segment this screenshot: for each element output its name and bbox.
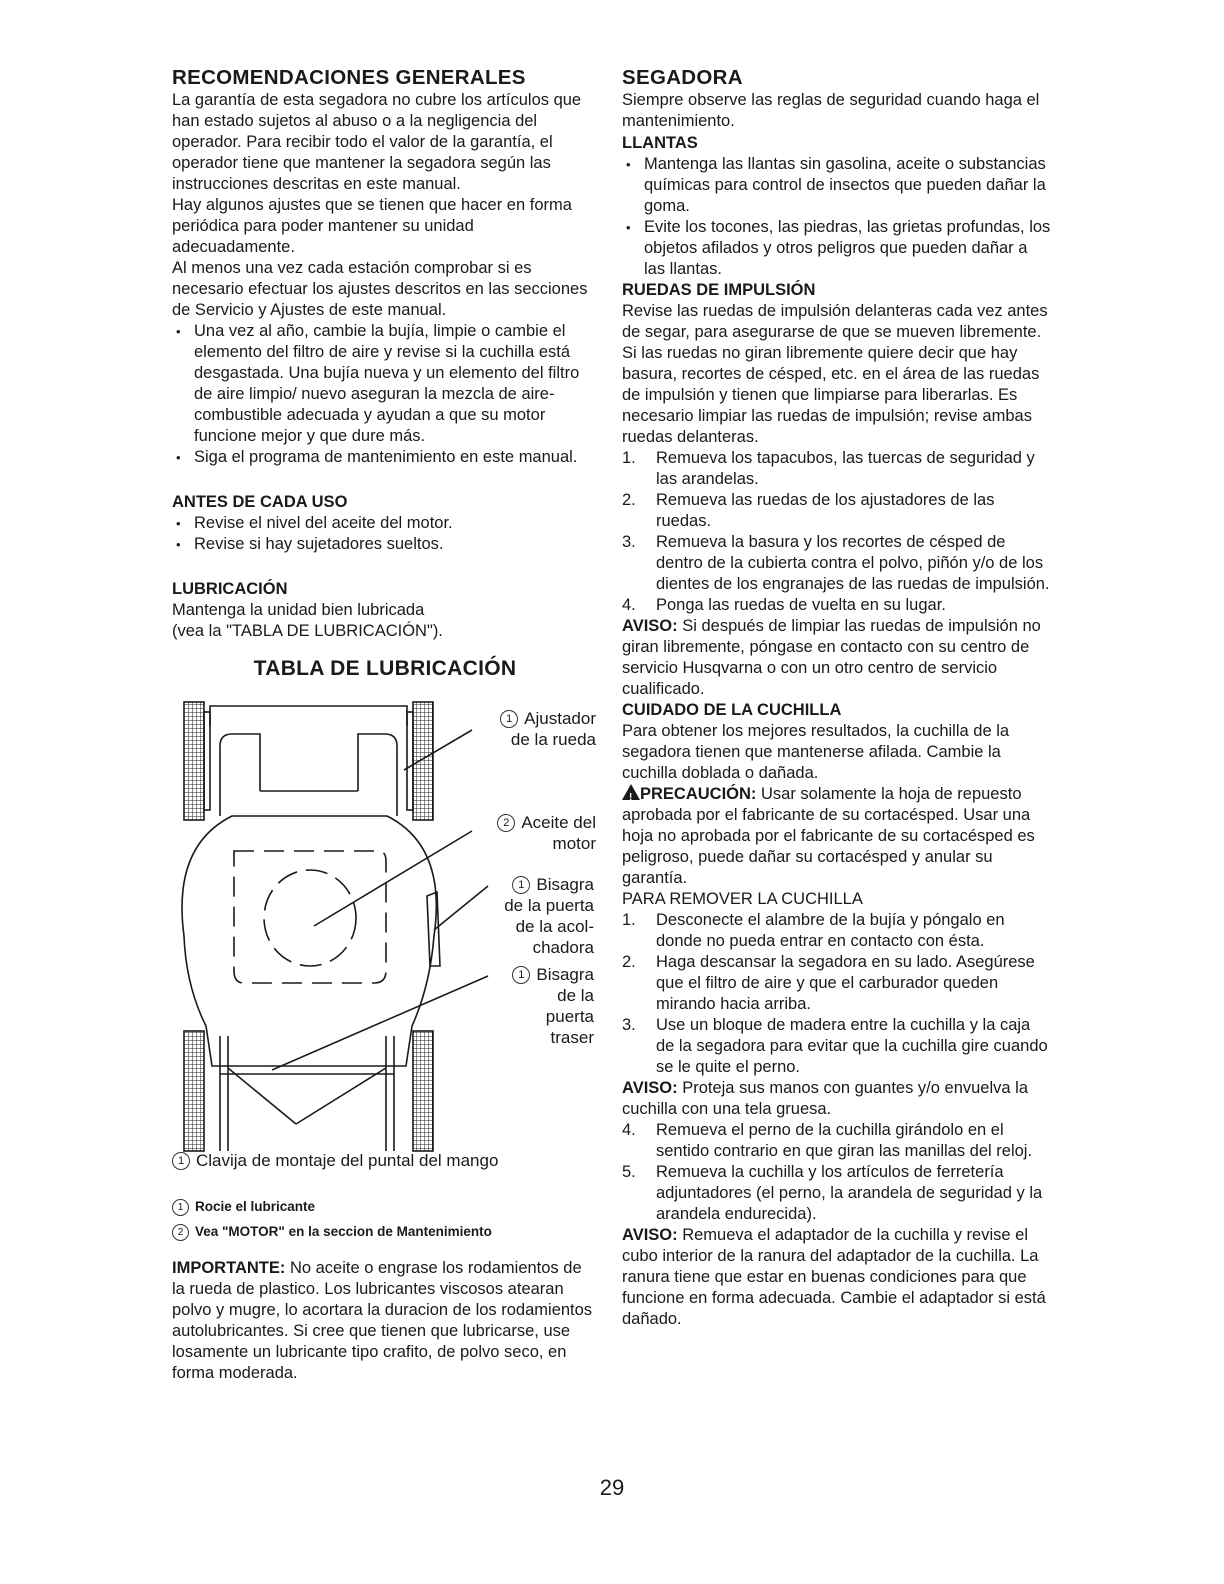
- note-spray: 1 Rocie el lubricante: [172, 1194, 598, 1219]
- list-item: • Revise si hay sujetadores sueltos.: [172, 534, 598, 555]
- list-item: • Siga el programa de mantenimiento en este manual.: [172, 447, 598, 468]
- list-item: 4. Ponga las ruedas de vuelta en su lugar.: [622, 596, 946, 614]
- before-use-bullets: [172, 513, 598, 555]
- note-engine: 2 Vea "MOTOR" en la seccion de Mantenimiento: [172, 1219, 598, 1244]
- drive-wheels-title: RUEDAS DE IMPULSIÓN: [622, 281, 816, 299]
- list-item: 2. Haga descansar la segadora en su lado. Asegúrese que el filtro de aire y que el carburador queden mirando hacia arriba.: [622, 953, 1035, 1013]
- list-item: • Una vez al año, cambie la bujía, limpie o cambie el elemento del filtro de aire y revise si la cuchilla está desgastada. Una bujía nueva y un elemento del filtro de aire limpio/ nuevo aseguran la mezcla de aire-combustible adecuada y ayudan a que su motor funcione mejor y que dure más.: [172, 321, 598, 447]
- blade-p1: Para obtener los mejores resultados, la cuchilla de la segadora tienen que mantenerse afilada. Cambie la cuchilla doblada o dañada.: [622, 722, 1010, 782]
- list-item: 1. Remueva los tapacubos, las tuercas de seguridad y las arandelas.: [622, 449, 1035, 488]
- chart-title: TABLA DE LUBRICACIÓN: [253, 657, 517, 680]
- list-item: • Evite los tocones, las piedras, las grietas profundas, los objetos afilados y otros peligros que pueden dañar a las llantas.: [622, 217, 1052, 280]
- remove-steps-b: [622, 1120, 1052, 1225]
- list-item: 3. Use un bloque de madera entre la cuchilla y la caja de la segadora para evitar que la cuchilla gire cuando se le quite el perno.: [622, 1016, 1048, 1076]
- important-paragraph: IMPORTANTE: No aceite o engrase los rodamientos de la rueda de plastico. Los lubricantes viscosos atearan polvo y mugre, lo acortara la duracion de los rodamientos autolubricantes. Si cree que tienen que lubricarse, use losamente un lubricante tipo crafito, de polvo seco, en forma moderada.: [172, 1259, 593, 1382]
- label-handle-pin: 1 Clavija de montaje del puntal del mango: [172, 1150, 598, 1171]
- blade-notice-1: AVISO: Proteja sus manos con guantes y/o envuelva la cuchilla con una tela gruesa.: [622, 1079, 1029, 1118]
- before-use-title: ANTES DE CADA USO: [172, 493, 348, 511]
- page-number: 29: [599, 1475, 625, 1500]
- chart-notes: [172, 1194, 598, 1244]
- list-item: 5. Remueva la cuchilla y los artículos de ferretería adjuntadores (el perno, la arandela de seguridad y la arandela endurecida).: [622, 1163, 1043, 1223]
- tires-title: LLANTAS: [622, 134, 698, 152]
- label-rear-hinge: 1 Bisagra de la puerta traser: [468, 964, 594, 1048]
- list-item: 2. Remueva las ruedas de los ajustadores de las ruedas.: [622, 491, 995, 530]
- general-bullets: [172, 321, 598, 468]
- general-p1: La garantía de esta segadora no cubre los artículos que han estado sujetos al abuso o a la negligencia del operador. Para recibir todo el valor de la garantía, el operador tiene que mantener la segadora según las instrucciones descritas en este manual.: [172, 91, 582, 193]
- lubrication-p2: (vea la "TABLA DE LUBRICACIÓN").: [172, 622, 443, 640]
- drive-wheels-steps: [622, 448, 1052, 616]
- lubrication-p1: Mantenga la unidad bien lubricada: [172, 601, 425, 619]
- right-column: [622, 66, 1052, 1330]
- list-item: • Mantenga las llantas sin gasolina, aceite o substancias químicas para control de insectos que pueden dañar la goma.: [622, 154, 1052, 217]
- left-column: [172, 66, 598, 1384]
- lubrication-title: LUBRICACIÓN: [172, 580, 288, 598]
- label-engine-oil: 2 Aceite del motor: [468, 812, 596, 854]
- mower-title: SEGADORA: [622, 66, 743, 89]
- remove-steps-a: [622, 910, 1052, 1078]
- mower-p1: Siempre observe las reglas de seguridad cuando haga el mantenimiento.: [622, 91, 1040, 130]
- tires-bullets: [622, 154, 1052, 280]
- blade-notice-2: AVISO: Remueva el adaptador de la cuchilla y revise el cubo interior de la ranura del adaptador de la cuchilla. La ranura tiene que estar en buenas condiciones para que funcione en forma adecuada. Cambie el adaptador si está dañado.: [622, 1226, 1046, 1328]
- general-p2: Hay algunos ajustes que se tienen que hacer en forma periódica para poder mantener su unidad adecuadamente.: [172, 196, 572, 256]
- general-p3: Al menos una vez cada estación comprobar si es necesario efectuar los ajustes descritos en las secciones de Servicio y Ajustes de este manual.: [172, 259, 588, 319]
- lubrication-diagram: [172, 696, 598, 1174]
- label-wheel-adjuster: 1 Ajustador de la rueda: [468, 708, 596, 750]
- list-item: • Revise el nivel del aceite del motor.: [172, 513, 598, 534]
- label-mulcher-hinge: 1 Bisagra de la puerta de la acol- chadora: [504, 875, 594, 957]
- remove-blade-title: PARA REMOVER LA CUCHILLA: [622, 890, 863, 908]
- warning-icon: [622, 784, 640, 800]
- drive-wheels-notice: AVISO: Si después de limpiar las ruedas de impulsión no giran libremente, póngase en contacto con su centro de servicio Husqvarna o con un otro centro de servicio cualificado.: [622, 617, 1041, 698]
- list-item: 3. Remueva la basura y los recortes de césped de dentro de la cubierta contra el polvo, piñón y/o de los dientes de los engranajes de las ruedas de impulsión.: [622, 533, 1050, 593]
- general-title: RECOMENDACIONES GENERALES: [172, 66, 526, 89]
- list-item: 1. Desconecte el alambre de la bujía y póngalo en donde no pueda entrar en contacto con ésta.: [622, 911, 1005, 950]
- drive-wheels-p1: Revise las ruedas de impulsión delanteras cada vez antes de segar, para asegurarse de que se mueven libremente. Si las ruedas no giran libremente quiere decir que hay basura, recortes de césped, etc. en el área de las ruedas de impulsión y tienen que limpiarse para liberarlas. Es necesario limpiar las ruedas de impulsión; revise ambas ruedas delanteras.: [622, 302, 1048, 446]
- list-item: 4. Remueva el perno de la cuchilla girándolo en el sentido contrario en que giran las manillas del reloj.: [622, 1121, 1033, 1160]
- blade-title: CUIDADO DE LA CUCHILLA: [622, 701, 842, 719]
- blade-caution: !PRECAUCIÓN: Usar solamente la hoja de repuesto aprobada por el fabricante de su cortacésped. Usar una hoja no aprobada por el fabricante de su cortacésped es peligroso, puede dañar su cortacésped y anular su garantía.: [622, 784, 1052, 889]
